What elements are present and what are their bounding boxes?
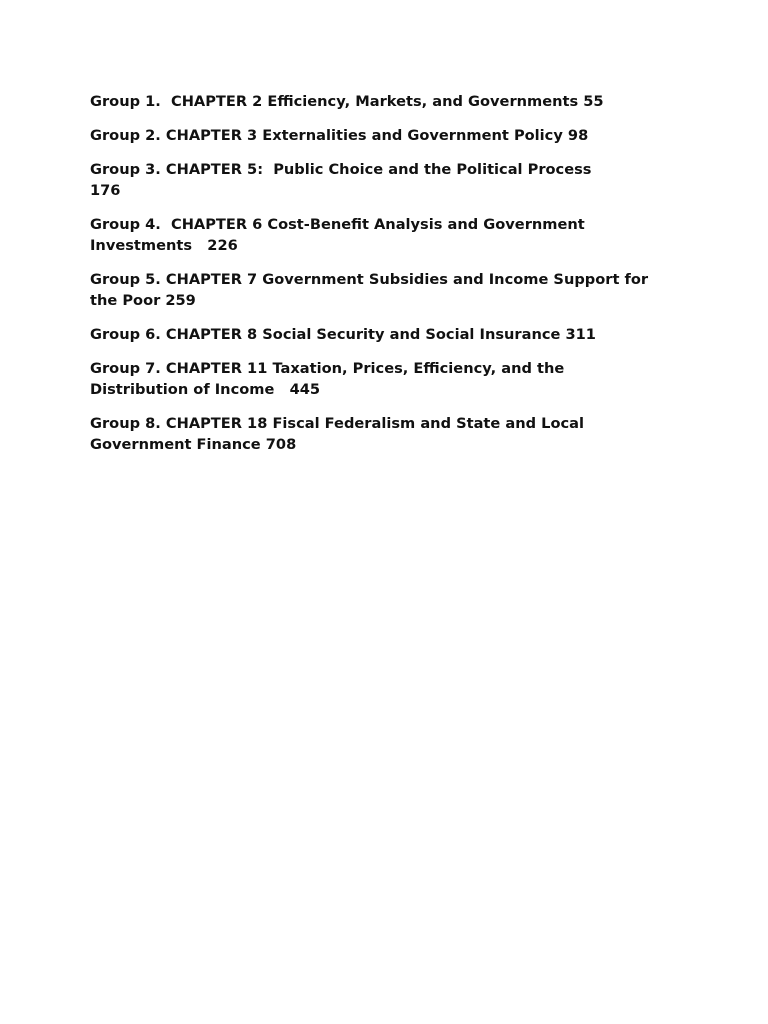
group-7-entry: Group 7. CHAPTER 11 Taxation, Prices, Efficiency, and the Distribution of Income 445 [90,360,565,398]
group-4-entry: Group 4. CHAPTER 6 Cost-Benefit Analysis and Government Investments 226 [90,216,585,254]
group-6-entry: Group 6. CHAPTER 8 Social Security and Social Insurance 311 [90,326,596,343]
group-5-entry: Group 5. CHAPTER 7 Government Subsidies and Income Support for the Poor 259 [90,271,649,309]
group-3-entry: Group 3. CHAPTER 5: Public Choice and the Political Process 176 [90,161,592,199]
group-8-entry: Group 8. CHAPTER 18 Fiscal Federalism and State and Local Government Finance 708 [90,415,584,453]
chapter-assignment-list [90,91,680,468]
group-2-entry: Group 2. CHAPTER 3 Externalities and Government Policy 98 [90,127,589,144]
group-1-entry: Group 1. CHAPTER 2 Efficiency, Markets, and Governments 55 [90,93,604,110]
